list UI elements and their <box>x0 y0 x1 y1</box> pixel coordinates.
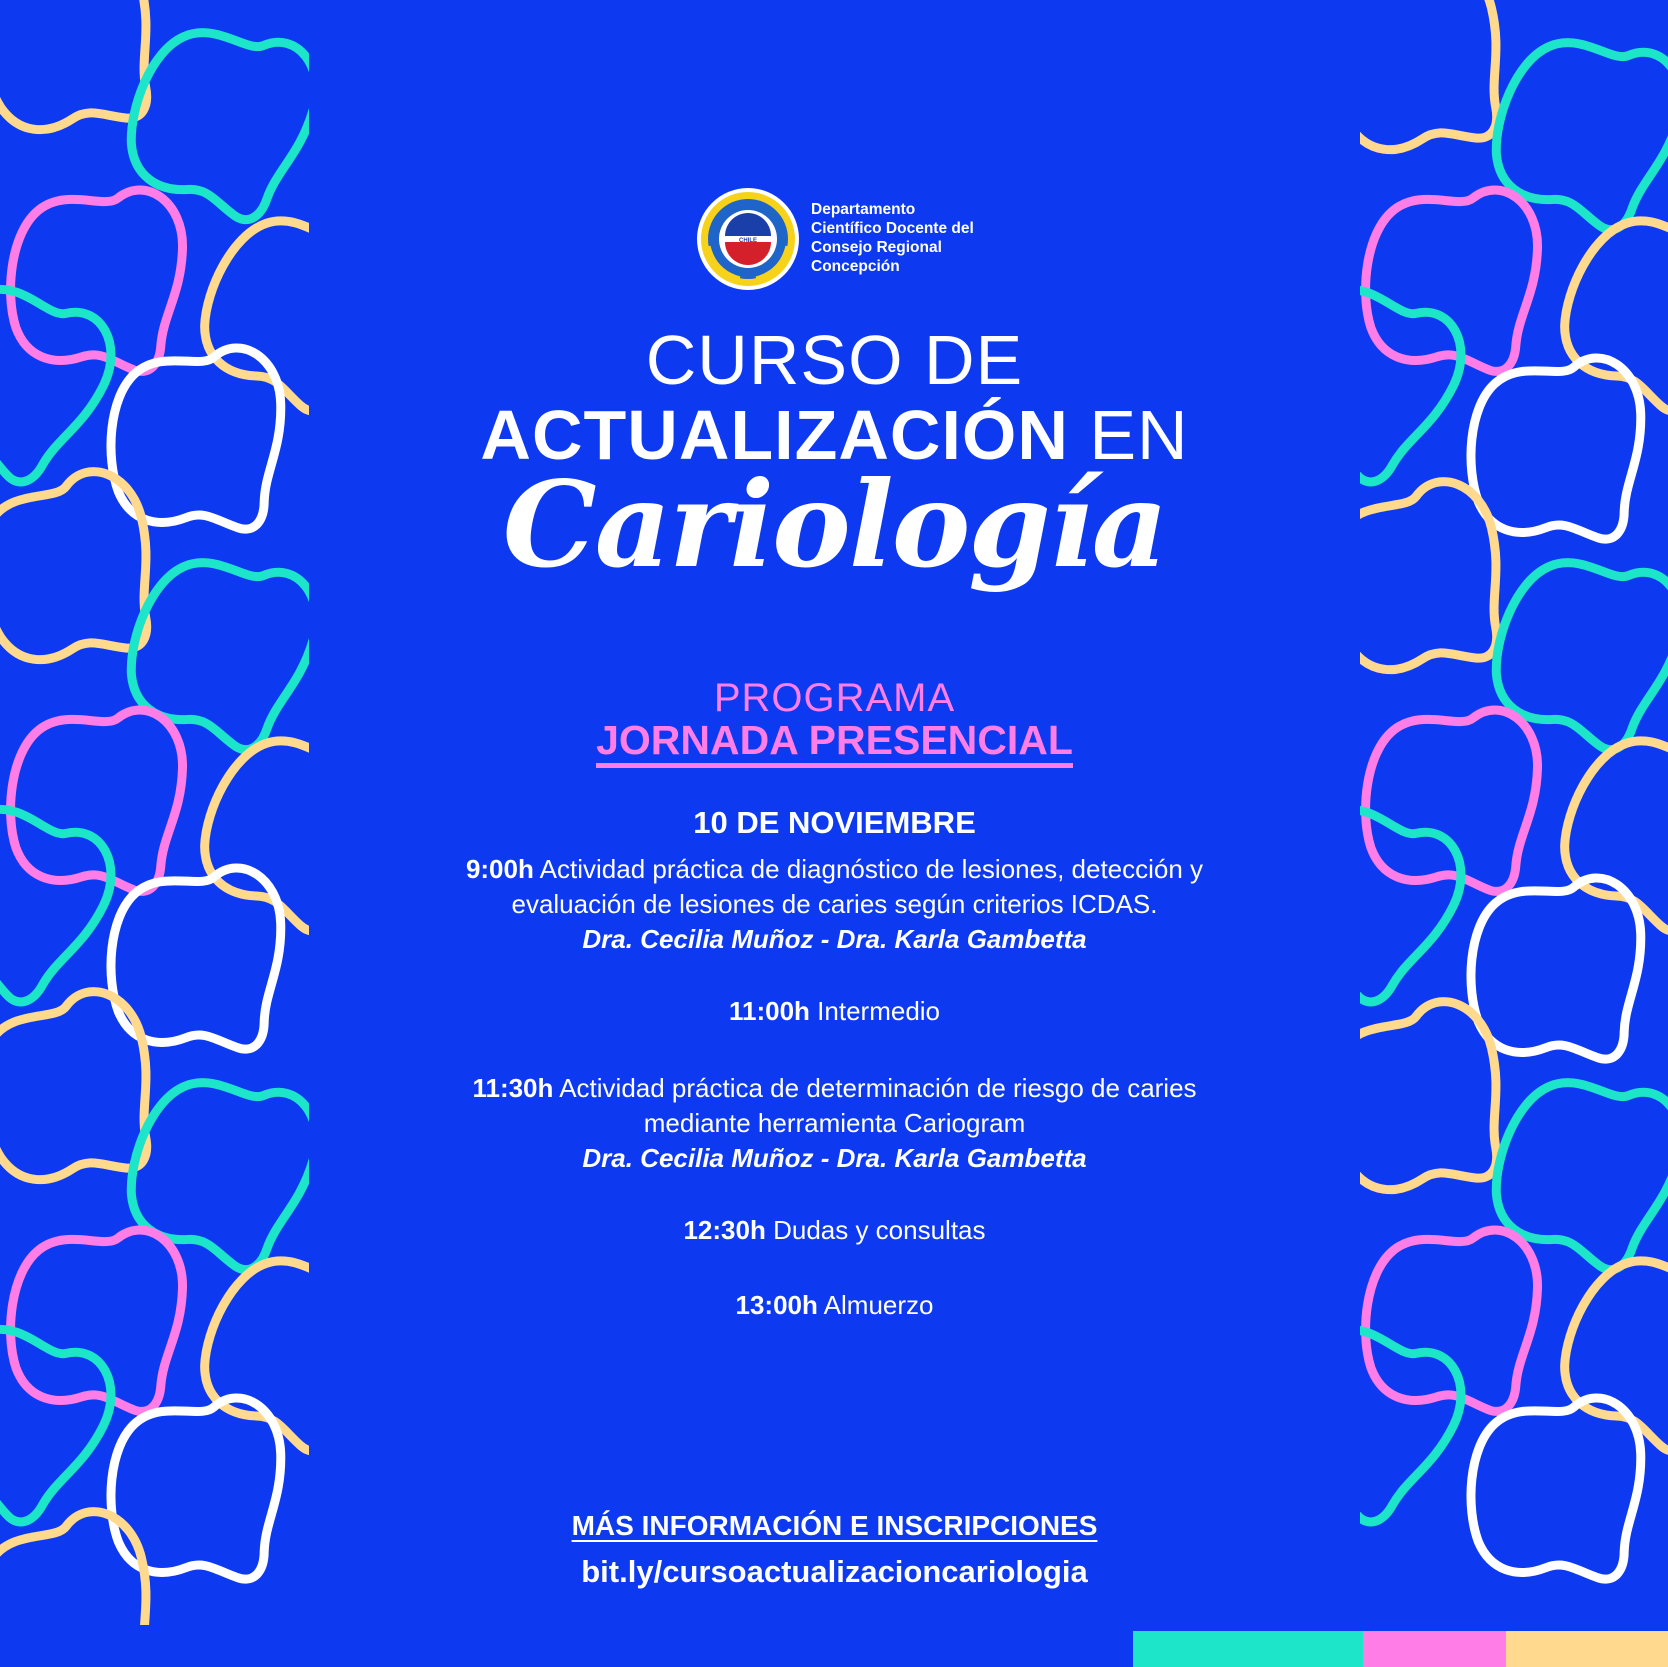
title-script: Cariología <box>502 455 1167 594</box>
seal-emblem-icon <box>695 186 801 292</box>
organization-header <box>695 186 1125 296</box>
schedule-time: 9:00h <box>465 854 534 884</box>
schedule-time: 11:00h <box>728 996 810 1026</box>
org-line: Científico Docente del <box>811 220 974 237</box>
schedule-speakers: Dra. Cecilia Muñoz - Dra. Karla Gambetta <box>582 924 1087 954</box>
schedule-text: Intermedio <box>817 996 941 1026</box>
program-label: PROGRAMA <box>713 676 956 720</box>
schedule-item <box>309 1288 1360 1323</box>
program-subtitle <box>309 717 1360 768</box>
schedule-item <box>309 994 1360 1029</box>
seal-label: CHILE <box>739 238 757 244</box>
program-date: 10 DE NOVIEMBRE <box>693 805 976 840</box>
schedule-item <box>309 1213 1360 1248</box>
center-panel <box>309 0 1360 1667</box>
organization-name <box>811 200 1011 276</box>
more-info-text: MÁS INFORMACIÓN E INSCRIPCIONES <box>571 1510 1098 1541</box>
schedule-text: Dudas y consultas <box>773 1215 986 1245</box>
tooth-pattern-svg <box>0 0 309 1625</box>
registration-link[interactable]: bit.ly/cursoactualizacioncariologia <box>581 1554 1088 1589</box>
left-tooth-pattern <box>0 0 309 1625</box>
schedule-item <box>309 1071 1360 1176</box>
schedule-text: evaluación de lesiones de caries según criterios ICDAS. <box>511 889 1158 919</box>
schedule-text: mediante herramienta Cariogram <box>643 1108 1026 1138</box>
schedule-text: Actividad práctica de determinación de riesgo de caries <box>559 1073 1197 1103</box>
schedule-time: 11:30h <box>472 1073 554 1103</box>
schedule-text: Actividad práctica de diagnóstico de lesiones, detección y <box>539 854 1204 884</box>
accent-bar-yellow <box>1506 1631 1668 1667</box>
schedule-text: Almuerzo <box>823 1290 934 1320</box>
program-subtitle-text: JORNADA PRESENCIAL <box>596 717 1073 768</box>
right-tooth-pattern <box>1360 0 1668 1625</box>
schedule-speakers: Dra. Cecilia Muñoz - Dra. Karla Gambetta <box>582 1143 1087 1173</box>
schedule-time: 12:30h <box>683 1215 766 1245</box>
accent-bar-pink <box>1363 1631 1506 1667</box>
title-line-1: CURSO DE <box>645 321 1024 399</box>
title-light: EN <box>1089 396 1189 474</box>
schedule-item <box>309 852 1360 957</box>
org-line: Consejo Regional <box>811 239 942 256</box>
org-line: Concepción <box>811 258 900 275</box>
accent-bar-teal <box>1133 1631 1363 1667</box>
title-bold: ACTUALIZACIÓN <box>480 396 1069 474</box>
org-line: Departamento <box>811 201 916 218</box>
more-info-heading <box>309 1508 1360 1544</box>
schedule-time: 13:00h <box>735 1290 818 1320</box>
tooth-pattern-svg <box>1360 0 1668 1625</box>
